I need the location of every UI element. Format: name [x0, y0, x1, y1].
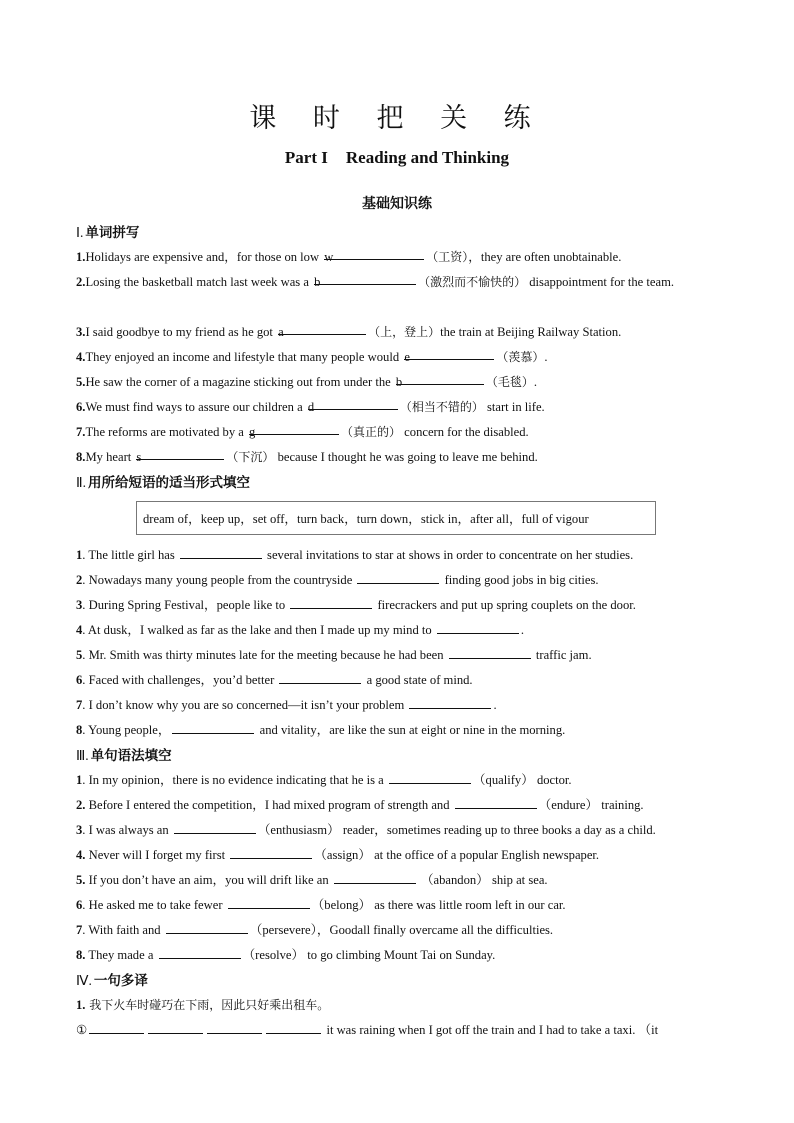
item-text: ，Goodall finally overcame all the difficulties. [316, 923, 554, 937]
phrase-fill-list [76, 543, 721, 743]
item-text: . At dusk，I walked as far as the lake and then I made up my mind to [82, 623, 435, 637]
word-hint: （qualify） [472, 773, 534, 787]
item-number: 2 [76, 573, 83, 587]
item-number: 3. [76, 325, 86, 339]
word-hint: （belong） [311, 898, 372, 912]
spelling-item [76, 395, 721, 420]
answer-blank[interactable] [89, 1019, 144, 1034]
item-text: concern for the disabled. [401, 425, 529, 439]
spelling-item [76, 245, 721, 270]
item-text: . During Spring Festival，people like to [82, 598, 289, 612]
item-text: disappointment for the team. [526, 275, 675, 289]
item-number: 7 [76, 923, 83, 937]
item-text: as there was little room left in our car. [371, 898, 566, 912]
item-text: start in life. [483, 400, 545, 414]
phrase-item [76, 568, 721, 593]
item-text: . I don’t know why you are so concerned—it isn’t your problem [82, 698, 408, 712]
item-text: finding good jobs in big cities. [441, 573, 599, 587]
chinese-sentence: 我下火车时碰巧在下雨，因此只好乘出租车。 [85, 998, 330, 1012]
section-heading-spelling: Ⅰ. 单词拼写 [76, 225, 140, 241]
spelling-list [76, 245, 721, 470]
answer-blank[interactable] [266, 1019, 321, 1034]
grammar-item [76, 893, 721, 918]
item-text: ship at sea. [488, 873, 548, 887]
item-number: 2. [76, 275, 86, 289]
answer-blank[interactable] [148, 1019, 203, 1034]
item-number: 8. [76, 450, 86, 464]
first-letter-hint: d [307, 400, 315, 414]
answer-blank[interactable] [279, 669, 361, 684]
item-text: I said goodbye to my friend as he got [85, 325, 277, 339]
item-text: because I thought he was going to leave me behind. [274, 450, 538, 464]
section-heading-grammar: Ⅲ. 单句语法填空 [76, 748, 172, 764]
answer-blank[interactable] [455, 794, 537, 809]
spelling-item [76, 445, 721, 470]
section-heading-phrases: Ⅱ. 用所给短语的适当形式填空 [76, 475, 251, 491]
answer-blank[interactable] [314, 270, 416, 289]
chinese-hint: （下沉） [226, 450, 275, 464]
answer-blank[interactable] [334, 869, 416, 884]
item-text: it was raining when I got off the train and I had to take a taxi. （it [323, 1023, 659, 1037]
item-number: 6 [76, 898, 83, 912]
item-text: . He asked me to take fewer [82, 898, 226, 912]
answer-blank[interactable] [395, 370, 484, 389]
item-text: We must find ways to assure our children a [85, 400, 306, 414]
phrase-item [76, 718, 721, 743]
item-text: . Faced with challenges，you’d better [82, 673, 278, 687]
item-text: They enjoyed an income and lifestyle that many people would [85, 350, 403, 364]
word-hint: （abandon） [417, 873, 489, 887]
answer-blank[interactable] [278, 320, 366, 339]
exercise-content [76, 220, 721, 1043]
item-number: 2. [76, 798, 86, 812]
chinese-hint: （真正的） [341, 425, 402, 439]
item-text: . I was always an [82, 823, 172, 837]
phrase-item [76, 543, 721, 568]
item-number: 4. [76, 848, 86, 862]
answer-blank[interactable] [174, 819, 256, 834]
item-text: They made a [85, 948, 157, 962]
item-number: 8. [76, 948, 86, 962]
answer-blank[interactable] [357, 569, 439, 584]
item-text: He saw the corner of a magazine sticking out from under the [85, 375, 394, 389]
option-number: ① [76, 1023, 88, 1037]
spelling-item [76, 345, 721, 370]
item-number: 1. [76, 250, 86, 264]
section-heading-translation: Ⅳ. 一句多译 [76, 973, 148, 989]
item-text: at the office of a popular English newspaper. [370, 848, 600, 862]
chinese-hint: （毛毯） [485, 375, 534, 389]
grammar-item [76, 843, 721, 868]
word-hint: （persevere） [249, 923, 317, 937]
answer-blank[interactable] [437, 619, 519, 634]
spelling-item [76, 270, 721, 320]
answer-blank[interactable] [290, 594, 372, 609]
phrase-bank [76, 495, 721, 543]
item-text: My heart [85, 450, 135, 464]
grammar-item [76, 818, 721, 843]
item-number: 4 [76, 623, 83, 637]
item-text: the train at Beijing Railway Station. [440, 325, 622, 339]
item-text: . Mr. Smith was thirty minutes late for the meeting because he had been [82, 648, 447, 662]
item-text: and vitality，are like the sun at eight or nine in the morning. [256, 723, 566, 737]
chinese-hint: （激烈而不愉快的） [418, 275, 527, 289]
item-number: 1 [76, 773, 83, 787]
item-text: Losing the basketball match last week was a [85, 275, 313, 289]
grammar-item [76, 918, 721, 943]
word-hint: （endure） [538, 798, 599, 812]
chinese-hint: （工资） [426, 250, 469, 264]
word-hint: （enthusiasm） [257, 823, 340, 837]
phrase-item [76, 643, 721, 668]
answer-blank[interactable] [166, 919, 248, 934]
item-text: reader，sometimes reading up to three books a day as a child. [339, 823, 656, 837]
phrase-item [76, 668, 721, 693]
item-text: ，they are often unobtainable. [468, 250, 622, 264]
item-text: Holidays are expensive and，for those on low [85, 250, 323, 264]
word-hint: （assign） [314, 848, 371, 862]
item-text: . In my opinion，there is no evidence indicating that he is a [82, 773, 387, 787]
spelling-item [76, 370, 721, 395]
answer-blank[interactable] [389, 769, 471, 784]
first-letter-hint: s [136, 450, 142, 464]
item-text: . With faith and [82, 923, 164, 937]
item-text: Before I entered the competition，I had mixed program of strength and [85, 798, 453, 812]
phrase-item [76, 618, 721, 643]
page-title: 课 时 把 关 练 [249, 103, 545, 134]
answer-blank[interactable] [207, 1019, 262, 1034]
item-number: 5. [76, 375, 86, 389]
item-text: . Nowadays many young people from the countryside [82, 573, 356, 587]
item-number: 5. [76, 873, 86, 887]
phrase-item [76, 693, 721, 718]
item-text: . [533, 375, 538, 389]
answer-blank[interactable] [449, 644, 531, 659]
translation-option [76, 1018, 721, 1043]
answer-blank[interactable] [172, 719, 254, 734]
grammar-item [76, 793, 721, 818]
first-letter-hint: b [314, 275, 321, 289]
item-text: Never will I forget my first [85, 848, 229, 862]
grammar-item [76, 868, 721, 893]
spelling-item [76, 320, 721, 345]
part-name: Reading and Thinking [345, 148, 510, 167]
grammar-item [76, 943, 721, 968]
phrase-bank-text: dream of，keep up，set off，turn back，turn down，stick in，after all，full of vigour [136, 501, 656, 535]
first-letter-hint: e [404, 350, 410, 364]
phrase-item [76, 593, 721, 618]
item-text: . [493, 698, 497, 712]
item-number: 1. [76, 998, 86, 1012]
grammar-item [76, 768, 721, 793]
item-text: If you don’t have an aim，you will drift like an [85, 873, 332, 887]
chinese-hint: （相当不错的） [399, 400, 484, 414]
item-text: to go climbing Mount Tai on Sunday. [304, 948, 496, 962]
item-number: 6 [76, 673, 83, 687]
item-text: . [544, 350, 548, 364]
spelling-item [76, 420, 721, 445]
item-number: 3 [76, 823, 83, 837]
item-text: . The little girl has [82, 548, 178, 562]
item-number: 6. [76, 400, 86, 414]
answer-blank[interactable] [136, 445, 224, 464]
item-text: doctor. [533, 773, 572, 787]
item-text: firecrackers and put up spring couplets on the door. [374, 598, 636, 612]
item-text: traffic jam. [532, 648, 592, 662]
item-number: 1 [76, 548, 83, 562]
chinese-hint: （上，登上） [368, 325, 441, 339]
item-number: 7. [76, 425, 86, 439]
answer-blank[interactable] [307, 395, 398, 414]
item-text: The reforms are motivated by a [85, 425, 248, 439]
first-letter-hint: b [395, 375, 403, 389]
translation-item [76, 993, 721, 1018]
item-text: several invitations to star at shows in order to concentrate on her studies. [263, 548, 634, 562]
answer-blank[interactable] [180, 544, 262, 559]
answer-blank[interactable] [404, 345, 494, 364]
answer-blank[interactable] [230, 844, 312, 859]
item-text: . Young people， [82, 723, 171, 737]
first-letter-hint: g [249, 425, 256, 439]
part-number: Part I [284, 148, 328, 167]
translation-list [76, 993, 721, 1043]
first-letter-hint: w [324, 250, 334, 264]
item-number: 5 [76, 648, 83, 662]
chinese-hint: （羡慕） [496, 350, 545, 364]
item-number: 3 [76, 598, 83, 612]
item-text: . [520, 623, 524, 637]
grammar-fill-list [76, 768, 721, 968]
item-text: training. [598, 798, 644, 812]
answer-blank[interactable] [249, 420, 339, 439]
answer-blank[interactable] [228, 894, 310, 909]
item-number: 4. [76, 350, 86, 364]
item-text: a good state of mind. [363, 673, 473, 687]
answer-blank[interactable] [324, 245, 424, 264]
item-number: 8 [76, 723, 83, 737]
item-number: 7 [76, 698, 83, 712]
first-letter-hint: a [278, 325, 284, 339]
word-hint: （resolve） [242, 948, 305, 962]
answer-blank[interactable] [159, 944, 241, 959]
answer-blank[interactable] [409, 694, 491, 709]
part-title [0, 148, 794, 168]
section-title: 基础知识练 [362, 196, 432, 212]
